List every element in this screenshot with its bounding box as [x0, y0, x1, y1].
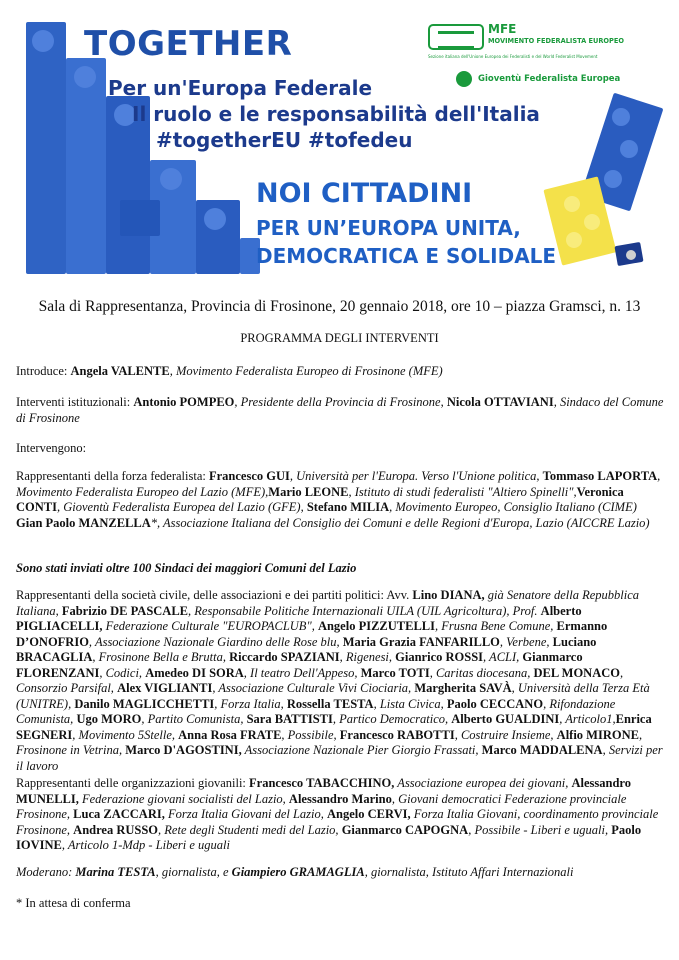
civil-speaker-name: Alberto GUALDINI [451, 712, 560, 726]
civil-speaker-affiliation: , Associazione Nazionale Giardino delle Rose blu, [88, 634, 343, 649]
civil-speaker-affiliation: , Università della Terza Età (UNITRE), [16, 681, 650, 711]
institutional-label: Interventi istituzionali: [16, 395, 134, 409]
institutional-name-1: Antonio POMPEO [133, 395, 235, 409]
institutional-paragraph [16, 395, 666, 426]
institutional-name-2: Nicola OTTAVIANI [446, 395, 554, 409]
youth-speaker-name: Alessandro Marino [288, 791, 392, 806]
civil-speaker-affiliation: , Movimento 5Stelle, [72, 727, 179, 742]
civil-speaker-name: DEL MONACO [533, 665, 620, 680]
civil-speaker-name: Alberto PIGLIACELLI, [16, 603, 582, 633]
blue-brick-decoration [120, 200, 160, 236]
civil-speaker-affiliation: Associazione Nazionale Pier Giorgio Frassati, [241, 743, 482, 757]
civil-speaker-name: Margherita SAVÀ [414, 681, 512, 695]
gfe-name: Gioventù Federalista Europea [478, 74, 621, 84]
brick-stud [74, 66, 96, 88]
brick-stud [626, 250, 636, 260]
federalist-speaker-affiliation: *, Associazione Italiana del Consiglio dei Comuni e delle Regioni d'Europa, Lazio (AICCRE Lazio) [150, 515, 650, 530]
civil-speaker-affiliation: , Partico Democratico, [332, 712, 452, 726]
civil-speaker-name: Francesco RABOTTI [339, 727, 455, 742]
federalist-speaker-affiliation: , Movimento Europeo, Consiglio Italiano (CIME) [389, 500, 637, 514]
civil-speaker-affiliation: , Servizi per il lavoro [16, 743, 663, 773]
civil-speaker-affiliation: , Costruire Insieme, [454, 727, 557, 742]
footnote: * In attesa di conferma [16, 896, 131, 910]
youth-paragraph [16, 776, 666, 854]
federalist-speaker-affiliation: , Istituto di studi federalisti "Altiero Spinelli", [348, 484, 577, 499]
brick-stud [204, 208, 226, 230]
civil-speaker-name: Enrica SEGNERI [16, 712, 652, 742]
youth-speaker-affiliation: Forza Italia Giovani del Lazio, [164, 807, 328, 821]
youth-speaker-affiliation: Associazione europea dei giovani, [394, 776, 572, 790]
blue-brick-decoration [66, 58, 106, 274]
youth-speaker-name: Gianmarco CAPOGNA [341, 822, 469, 837]
federalist-speaker-affiliation: , Gioventù Federalista Europea del Lazio (GFE), [56, 500, 307, 514]
mfe-logo-mark [428, 24, 484, 50]
youth-speaker-affiliation: Forza Italia Giovani, coordinamento provinciale Frosinone, [16, 807, 659, 837]
federalist-speaker-name: Mario LEONE [268, 484, 349, 499]
mfe-abbreviation: MFE [488, 22, 517, 36]
mayors-note: Sono stati inviati oltre 100 Sindaci dei maggiori Comuni del Lazio [16, 561, 357, 575]
federalist-label: Rappresentanti della forza federalista: [16, 469, 209, 483]
banner-hashtags: #togetherEU #tofedeu [156, 128, 413, 152]
federalist-speaker-name: Francesco GUI [208, 469, 290, 483]
banner-headline-2: PER UN’EUROPA UNITA, [256, 216, 521, 240]
federalist-speaker-affiliation: , Università per l'Europa. Verso l'Unione politica, [289, 469, 543, 483]
civil-speaker-name: Luciano BRACAGLIA [16, 634, 597, 664]
moderator-role-1: , giornalista, e [155, 865, 232, 879]
brick-stud [564, 196, 580, 212]
civil-speaker-name: Marco D'AGOSTINI, [125, 743, 242, 757]
intro-label: Introduce: [16, 364, 71, 378]
civil-speaker-name: Lino DIANA, [412, 588, 485, 602]
civil-speaker-affiliation: , ACLI, [483, 650, 523, 664]
civil-speaker-name: Gianrico ROSSI [395, 650, 484, 664]
intro-role: , Movimento Federalista Europeo di Frosinone (MFE) [169, 364, 443, 378]
civil-speaker-name: Alex VIGLIANTI [117, 681, 213, 695]
brick-stud [584, 214, 600, 230]
federalist-speaker-name: Stefano MILIA [306, 500, 390, 514]
civil-speaker-affiliation: , Rifondazione Comunista, [16, 696, 616, 726]
blue-brick-decoration [26, 22, 66, 274]
youth-speaker-affiliation: , Rete degli Studenti medi del Lazio, [158, 822, 342, 837]
civil-speaker-name: Maria Grazia FANFARILLO [342, 634, 500, 649]
civil-speaker-list [16, 588, 663, 773]
youth-speaker-name: Paolo IOVINE [16, 822, 642, 852]
banner-subtitle-1: Per un'Europa Federale [108, 76, 373, 100]
civil-speaker-name: Amedeo DI SORA [145, 665, 244, 680]
civil-speaker-affiliation: , Rigenesi, [339, 650, 396, 664]
youth-speaker-name: Luca ZACCARI, [73, 807, 165, 821]
civil-speaker-name: Riccardo SPAZIANI [229, 650, 340, 664]
mfe-tagline: Sezione italiana dell'Unione Europea dei Federalisti e del World Federalist Movement [428, 54, 598, 59]
gfe-logo-icon [456, 71, 472, 87]
moderators-paragraph [16, 865, 666, 881]
civil-speaker-affiliation: , Caritas diocesana, [429, 665, 534, 680]
moderator-role-2: , giornalista, Istituto Affari Internazionali [364, 865, 574, 879]
civil-speaker-name: Ermanno D’ONOFRIO [16, 619, 608, 649]
institutional-separator: , [440, 395, 447, 409]
youth-speaker-name: Angelo CERVI, [327, 807, 411, 821]
civil-speaker-affiliation: , Frusna Bene Comune, [435, 619, 557, 633]
event-banner [0, 0, 679, 285]
moderator-name-2: Giampiero GRAMAGLIA [231, 865, 365, 879]
moderator-name-1: Marina TESTA [75, 865, 156, 879]
youth-speaker-affiliation: , Giovani democratici Federazione provinciale Frosinone, [16, 791, 627, 821]
civil-speaker-affiliation: , Possibile, [281, 727, 340, 742]
federalist-speaker-name: Tommaso LAPORTA [542, 469, 658, 483]
youth-speaker-affiliation: , Possibile - Liberi e uguali, [468, 822, 612, 837]
youth-speaker-name: Francesco TABACCHINO, [249, 776, 395, 790]
civil-speaker-name: Gianmarco FLORENZANI [16, 650, 583, 680]
youth-label: Rappresentanti delle organizzazioni giovanili: [16, 776, 250, 790]
venue-line: Sala di Rappresentanza, Provincia di Frosinone, 20 gennaio 2018, ore 10 – piazza Gramsci, n. 13 [38, 298, 641, 315]
civil-paragraph [16, 588, 666, 774]
civil-speaker-name: Fabrizio DE PASCALE [61, 603, 189, 618]
federalist-paragraph [16, 469, 666, 531]
federalist-speaker-affiliation: , Movimento Federalista Europeo del Lazio (MFE), [16, 469, 661, 499]
federalist-speaker-name: Gian Paolo MANZELLA [16, 515, 151, 530]
civil-speaker-affiliation: , Il teatro Dell'Appeso, [243, 665, 361, 680]
civil-speaker-affiliation: Federazione Culturale "EUROPACLUB", [102, 619, 318, 633]
civil-speaker-name: Alfio MIRONE [556, 727, 639, 742]
civil-speaker-affiliation: , Forza Italia, [214, 696, 287, 711]
organizer-logos [428, 22, 628, 102]
civil-speaker-affiliation: , Verbene, [499, 634, 553, 649]
institutional-role-2: , Sindaco del Comune di Frosinone [16, 395, 664, 425]
moderators-label: Moderano: [16, 865, 76, 879]
civil-speaker-affiliation: , Codici, [99, 665, 146, 680]
speakers-label: Intervengono: [16, 441, 87, 455]
institutional-role-1: , Presidente della Provincia di Frosinone [234, 395, 441, 409]
civil-speaker-name: Anna Rosa FRATE [178, 727, 282, 742]
brick-stud [566, 232, 582, 248]
civil-speaker-name: Angelo PIZZUTELLI [317, 619, 435, 633]
civil-speaker-affiliation: , Responsabile Politiche Internazionali UILA (UIL Agricoltura), Prof. [188, 603, 541, 618]
civil-speaker-name: Marco MADDALENA [481, 743, 603, 757]
youth-speaker-name: Alessandro MUNELLI, [16, 776, 631, 806]
youth-speaker-name: Andrea RUSSO [73, 822, 159, 837]
civil-speaker-name: Rossella TESTA [286, 696, 374, 711]
banner-subtitle-2: Il ruolo e le responsabilità dell'Italia [132, 102, 540, 126]
youth-speaker-affiliation: Federazione giovani socialisti del Lazio, [78, 791, 289, 806]
program-title: PROGRAMMA DEGLI INTERVENTI [240, 331, 439, 345]
civil-speaker-affiliation: , Associazione Culturale Vivi Ciociaria, [212, 681, 415, 695]
mfe-full-name: MOVIMENTO FEDERALISTA EUROPEO [488, 37, 624, 45]
intro-name: Angela VALENTE [70, 364, 170, 378]
civil-speaker-affiliation: , Frosinone in Vetrina, [16, 727, 643, 757]
civil-speaker-name: Paolo CECCANO [446, 696, 544, 711]
civil-speaker-name: Ugo MORO [76, 712, 142, 726]
mfe-logo-e-icon [438, 31, 474, 49]
brick-stud [32, 30, 54, 52]
civil-speaker-affiliation: , Consorzio Parsifal, [16, 665, 624, 695]
civil-speaker-affiliation: già Senatore della Repubblica Italiana, [16, 588, 640, 618]
civil-speaker-affiliation: , Articolo1, [559, 712, 616, 726]
civil-speaker-affiliation: , Partito Comunista, [141, 712, 247, 726]
brick-stud [160, 168, 182, 190]
civil-speaker-affiliation: , Frosinone Bella e Brutta, [92, 650, 230, 664]
civil-speaker-affiliation: , Lista Civica, [373, 696, 447, 711]
brick-stud [604, 170, 622, 188]
banner-headline-3: DEMOCRATICA E SOLIDALE [256, 244, 557, 268]
civil-speaker-name: Sara BATTISTI [246, 712, 333, 726]
brick-stud [620, 140, 638, 158]
civil-speaker-name: Danilo MAGLICCHETTI [74, 696, 215, 711]
civil-speaker-name: Marco TOTI [360, 665, 430, 680]
youth-speaker-affiliation: , Articolo 1-Mdp - Liberi e uguali [61, 838, 231, 852]
civil-label: Rappresentanti della società civile, delle associazioni e dei partiti politici: Avv. [16, 588, 413, 602]
banner-headline-1: NOI CITTADINI [256, 178, 473, 209]
banner-title: TOGETHER [84, 24, 293, 64]
federalist-speaker-name: Veronica CONTI [16, 484, 624, 514]
brick-stud [612, 108, 630, 126]
intro-paragraph [16, 364, 666, 380]
